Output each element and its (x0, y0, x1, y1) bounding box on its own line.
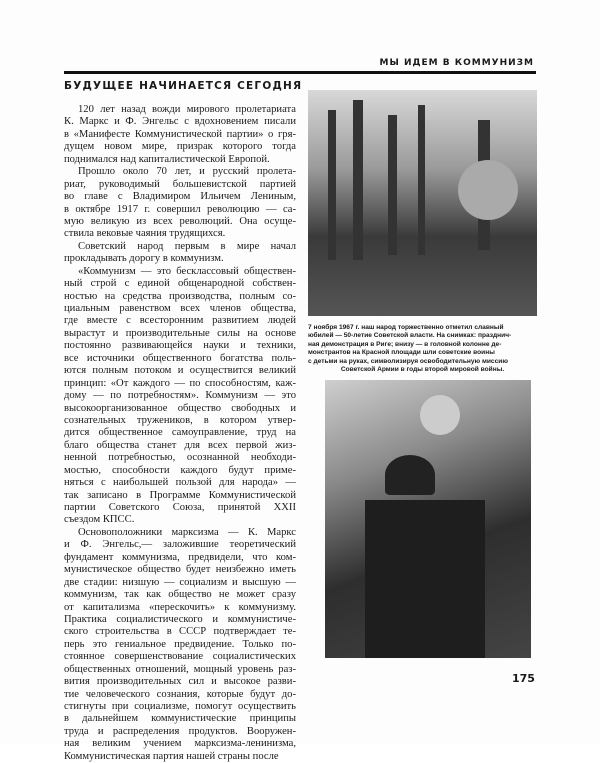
text-line: дится общественное самоуправление, труд на (64, 427, 296, 439)
text-line: общественных отношений, мощный уровень раз- (64, 663, 296, 675)
soldier-body-shape (365, 500, 485, 658)
text-line: 120 лет назад вожди мирового пролетариата (78, 104, 296, 115)
text-line: циальным равенством всех членов общества, (64, 303, 296, 314)
text-line: тие человеческого сознания, которые будут до- (64, 688, 296, 700)
text-line: от капитализма «перескочить» к коммунизму. (64, 601, 296, 613)
caption-line: монстрантов на Красной площади шли советские воины (308, 349, 495, 357)
text-line: в «Манифесте Коммунистической партии» о гря- (64, 128, 296, 140)
text-line: мую великую из всех революций. Она осуще- (64, 215, 296, 227)
text-line: ный строй с единой общенародной собствен- (64, 278, 296, 290)
text-line: в дальнейшем коммунистические принципы (64, 713, 296, 725)
text-line: Коммунистическая партия нашей страны после (64, 750, 279, 762)
flag-shape (418, 105, 425, 255)
caption-line: с детьми на руках, символизируя освободительную миссию (308, 357, 508, 365)
flag-shape (328, 110, 336, 260)
text-line: Советский народ первым в мире начал (78, 240, 296, 252)
text-line: няться с наибольшей пользой для народа» — (64, 477, 296, 489)
article-title: БУДУЩЕЕ НАЧИНАЕТСЯ СЕГОДНЯ (64, 80, 303, 92)
text-line: труда и распределения продуктов. Вооружен- (64, 725, 296, 737)
photo-caption (308, 324, 537, 374)
text-line: мостью, способности каждого будут приме- (64, 464, 296, 476)
text-line: ются полным потоком и осуществится великий (64, 365, 296, 377)
photo-demonstration-riga (308, 90, 537, 316)
text-line: партии Советского Союза, принятой XXII (64, 502, 296, 513)
text-line: так записано в Программе Коммунистической (64, 489, 296, 501)
photo-red-square-soldier (325, 380, 531, 658)
text-line: ского строительства в СССР подтверждает те- (64, 626, 296, 638)
text-line: съездом КПСС. (64, 514, 135, 526)
text-line: Практика социалистического и коммунистиче- (64, 613, 296, 625)
text-line: стоянное совершенствование социалистических (64, 651, 296, 663)
text-line: коммунизм, так как общество не может сразу (64, 589, 296, 601)
text-line: К. Маркс и Ф. Энгельс с вдохновением писали (64, 116, 296, 128)
text-line: мунистическое общество будет неизбежно иметь (64, 564, 296, 576)
text-line: стигнуты при социализме, помогут осуществить (64, 701, 296, 712)
text-line: дому — по потребностям». Коммунизм — это (64, 390, 296, 402)
running-head: МЫ ИДЕМ В КОММУНИЗМ (379, 58, 534, 68)
text-line: Прошло около 70 лет, и русский пролета- (78, 166, 296, 178)
text-line: где вместе с всесторонним развитием людей (64, 315, 296, 327)
page-number: 175 (512, 672, 535, 685)
text-line: ненной потребностью, осознанной необходи- (64, 452, 296, 464)
header-rule (64, 71, 536, 74)
caption-line: 7 ноября 1967 г. наш народ торжественно отметил славный (308, 324, 504, 331)
text-line: и Ф. Энгельс,— заложившие теоретический (64, 539, 296, 551)
text-line: в октябре 1917 г. совершил революцию — са- (64, 203, 296, 215)
text-line: постоянно развивающейся науки и техники, (64, 340, 296, 352)
caption-line: Советской Армии в годы второй мировой войны. (340, 366, 505, 374)
caption-line: ная демонстрация в Риге; внизу — в головной колонне де- (308, 340, 502, 348)
helmet-shape (385, 455, 435, 495)
text-line: ностью на средства производства, полным со- (64, 290, 296, 302)
text-line: Основоположники марксизма — К. Маркс (78, 526, 296, 538)
text-line: поднимался над капиталистической Европой. (64, 153, 270, 165)
text-line: дущем новом мире, призрак которого тогда (64, 141, 296, 153)
text-line: сознательных тружеников, в котором утвер- (64, 414, 296, 426)
text-line: принцип: «От каждого — по способностям, каж- (64, 377, 296, 389)
text-line: прокладывать дорогу в коммунизм. (64, 253, 224, 265)
child-shape (420, 395, 460, 435)
text-line: две стадии: низшую — социализм и высшую — (64, 576, 296, 588)
text-line: вырастут и производительные силы на основе (64, 327, 296, 339)
flag-shape (353, 100, 363, 260)
text-line: перь это гениальное предвидение. Только по- (64, 638, 296, 650)
text-line: вития производительных сил и высокое разви- (64, 676, 296, 688)
text-line: высокоорганизованное общество свободных и (64, 402, 296, 414)
caption-line: юбилей — 50-летие Советской власти. На снимках: празднич- (308, 332, 512, 340)
text-line: все источники общественного богатства поль- (64, 352, 296, 364)
text-line: фундамент коммунизма, предвидели, что ком- (64, 551, 296, 563)
text-line: благо общества станет для всех первой жиз- (64, 439, 296, 451)
text-line: ствила вековые чаяния трудящихся. (64, 228, 226, 240)
flag-shape (388, 115, 397, 255)
text-line: во главе с Владимиром Ильичем Лениным, (64, 191, 296, 203)
text-line: ная великим учением марксизма-ленинизма, (64, 738, 296, 750)
body-text-column (64, 104, 296, 763)
text-line: «Коммунизм — это бесклассовый обществен- (78, 265, 296, 277)
text-line: риат, руководимый большевистской партией (64, 178, 296, 190)
emblem-shape (458, 160, 518, 220)
